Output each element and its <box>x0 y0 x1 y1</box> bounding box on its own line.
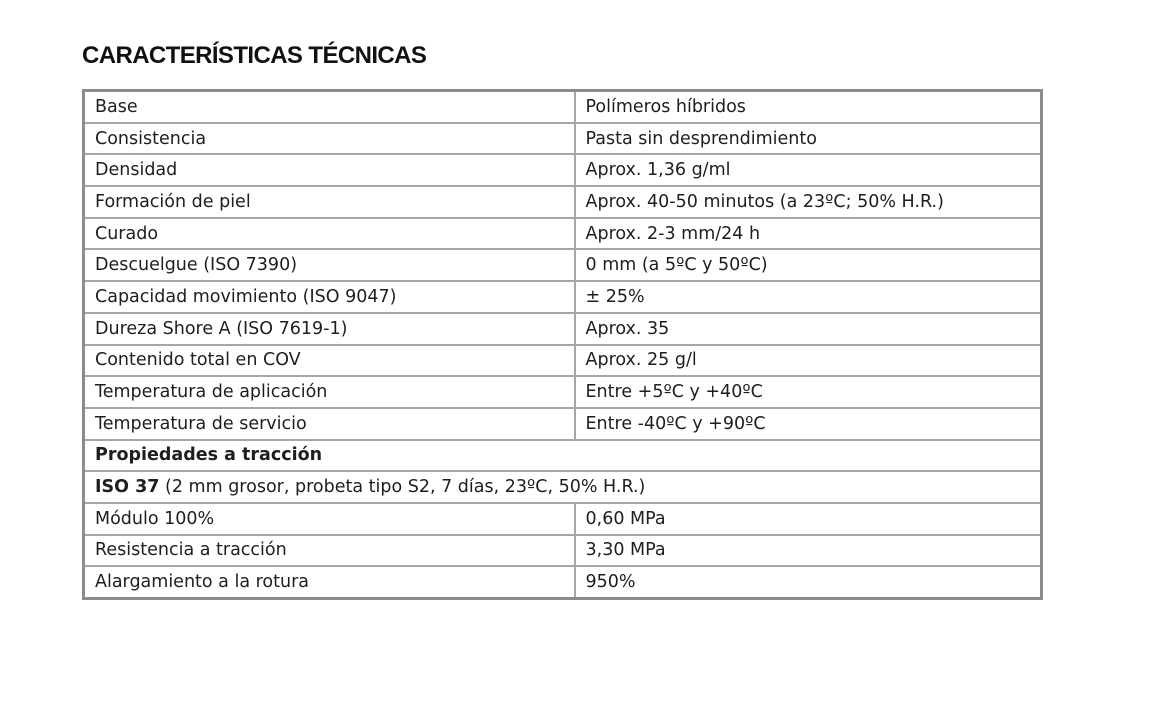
spec-label: Módulo 100% <box>84 503 575 535</box>
traction-section-header <box>84 440 1042 472</box>
spec-value: Entre +5ºC y +40ºC <box>575 376 1042 408</box>
spec-label: Descuelgue (ISO 7390) <box>84 249 575 281</box>
table-row <box>84 345 1042 377</box>
table-row <box>84 154 1042 186</box>
table-row <box>84 535 1042 567</box>
table-row <box>84 186 1042 218</box>
iso-conditions: (2 mm grosor, probeta tipo S2, 7 días, 23ºC, 50% H.R.) <box>165 477 646 498</box>
spec-label: Capacidad movimiento (ISO 9047) <box>84 281 575 313</box>
spec-label: Dureza Shore A (ISO 7619-1) <box>84 313 575 345</box>
spec-value: 950% <box>575 566 1042 598</box>
iso-standard-row <box>84 471 1042 503</box>
spec-value: Pasta sin desprendimiento <box>575 123 1042 155</box>
spec-value: 3,30 MPa <box>575 535 1042 567</box>
table-row <box>84 91 1042 123</box>
spec-label: Formación de piel <box>84 186 575 218</box>
spec-value: Aprox. 2-3 mm/24 h <box>575 218 1042 250</box>
spec-label: Temperatura de aplicación <box>84 376 575 408</box>
spec-label: Base <box>84 91 575 123</box>
table-row <box>84 408 1042 440</box>
spec-label: Consistencia <box>84 123 575 155</box>
table-row <box>84 218 1042 250</box>
spec-value: Aprox. 40-50 minutos (a 23ºC; 50% H.R.) <box>575 186 1042 218</box>
table-row <box>84 313 1042 345</box>
spec-value: Aprox. 1,36 g/ml <box>575 154 1042 186</box>
iso-standard-label: ISO 37 <box>95 477 160 498</box>
spec-value: 0 mm (a 5ºC y 50ºC) <box>575 249 1042 281</box>
spec-label: Temperatura de servicio <box>84 408 575 440</box>
iso-standard-cell <box>84 471 1042 503</box>
spec-value: Aprox. 25 g/l <box>575 345 1042 377</box>
technical-specs-table <box>82 89 1043 600</box>
spec-value: Aprox. 35 <box>575 313 1042 345</box>
spec-label: Alargamiento a la rotura <box>84 566 575 598</box>
table-row <box>84 503 1042 535</box>
spec-label: Resistencia a tracción <box>84 535 575 567</box>
spec-value: Polímeros híbridos <box>575 91 1042 123</box>
section-heading: Propiedades a tracción <box>84 440 1042 472</box>
page-title: CARACTERÍSTICAS TÉCNICAS <box>82 42 427 69</box>
spec-label: Curado <box>84 218 575 250</box>
spec-label: Densidad <box>84 154 575 186</box>
table-row <box>84 376 1042 408</box>
table-row <box>84 249 1042 281</box>
spec-label: Contenido total en COV <box>84 345 575 377</box>
table-row <box>84 566 1042 598</box>
table-row <box>84 281 1042 313</box>
table-row <box>84 123 1042 155</box>
spec-value: 0,60 MPa <box>575 503 1042 535</box>
spec-value: Entre -40ºC y +90ºC <box>575 408 1042 440</box>
spec-value: ± 25% <box>575 281 1042 313</box>
